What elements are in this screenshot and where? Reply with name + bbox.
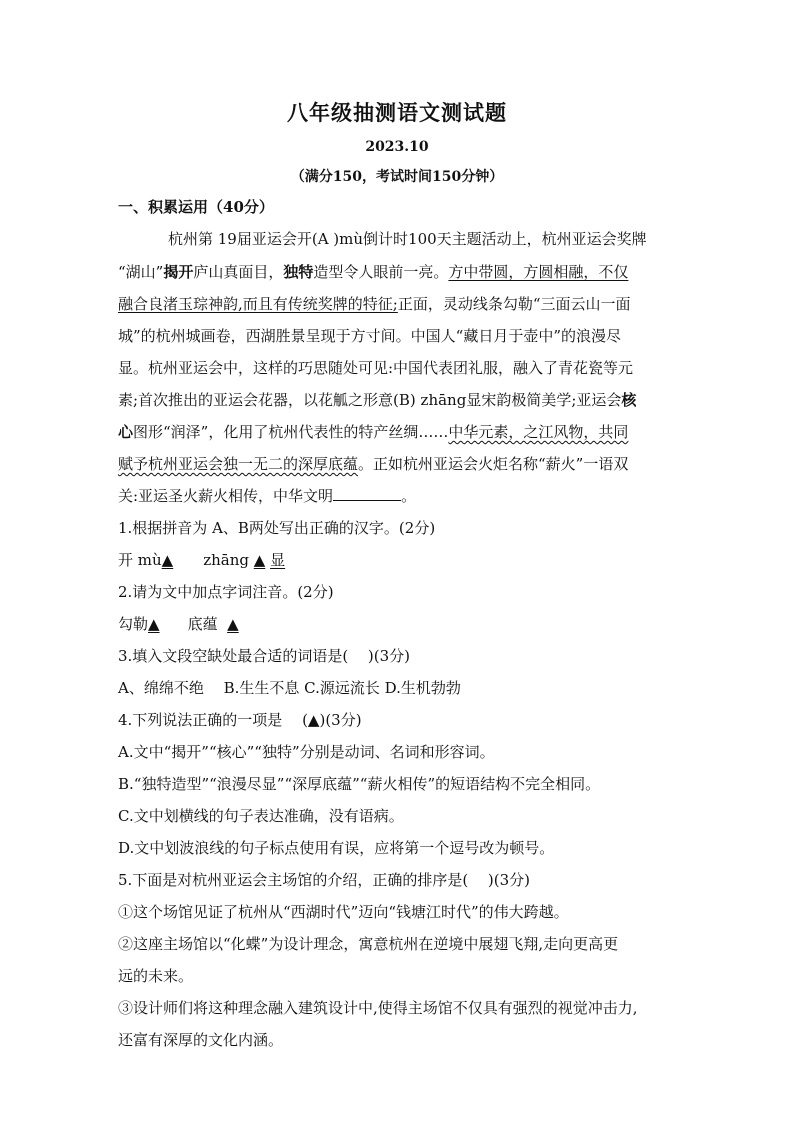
exam-date: 2023.10	[365, 139, 429, 155]
answer-slot[interactable]: ▲	[148, 615, 160, 633]
question-4: 4.下列说法正确的一项是 (▲)(3分)	[118, 711, 362, 729]
question-2: 2.请为文中加点字词注音。(2分)	[118, 583, 334, 601]
dotted-word-jiekai: 揭开	[163, 263, 194, 281]
answer-label: 底蕴	[187, 615, 218, 633]
question-5-item-1: ①这个场馆见证了杭州从“西湖时代”迈向“钱塘江时代”的伟大跨越。	[118, 903, 569, 921]
underlined-sentence: 方中带圆，方圆相融，不仅	[448, 263, 629, 281]
answer-slot[interactable]: ▲	[161, 551, 174, 569]
passage-text: 造型令人眼前一亮。	[313, 263, 449, 281]
question-4-option-b: B.“独特造型”“浪漫尽显”“深厚底蕴”“薪火相传”的短语结构不完全相同。	[118, 775, 601, 793]
section-heading: 一、积累运用（40分）	[118, 198, 274, 216]
question-5-item-3: ③设计师们将这种理念融入建筑设计中,使得主场馆不仅具有强烈的视觉冲击力,	[118, 999, 638, 1017]
passage-text: 。正如杭州亚运会火炬名称“薪火”一语双	[358, 455, 629, 473]
passage-text: “湖山”	[118, 263, 164, 281]
answer-label: 显	[270, 551, 286, 569]
passage-text: 关:亚运圣火薪火相传，中华文明	[118, 487, 334, 505]
passage-text: 正面，灵动线条勾勒“三面云山一面	[397, 295, 631, 313]
dotted-word-dute: 独特	[283, 263, 314, 281]
question-1-answers	[118, 550, 285, 570]
question-4-option-d: D.文中划波浪线的句子标点使用有误，应将第一个逗号改为顿号。	[118, 839, 555, 857]
answer-blank[interactable]	[333, 486, 401, 501]
passage-line-7	[118, 422, 628, 442]
passage-text: 素;首次推出的亚运会花器，以花觚之形意(B) zhāng显宋韵极简美学;亚运会	[118, 391, 622, 409]
answer-slot[interactable]: ▲	[227, 615, 239, 633]
passage-text: 庐山真面目，	[193, 263, 284, 281]
answer-slot[interactable]: ▲	[253, 551, 266, 569]
wavy-underlined-sentence: 中华元素，之江风物，共同	[448, 423, 629, 441]
question-5-item-3-cont: 还富有深厚的文化内涵。	[118, 1031, 284, 1049]
answer-label: 开 mù	[118, 551, 162, 569]
passage-line-3	[118, 294, 631, 314]
question-5-item-2: ②这座主场馆以“化蝶”为设计理念，寓意杭州在逆境中展翅飞翔,走向更高更	[118, 935, 619, 953]
question-4-option-a: A.文中“揭开”“核心”“独特”分别是动词、名词和形容词。	[118, 743, 495, 761]
passage-line-6	[118, 390, 636, 410]
passage-line-9	[118, 486, 416, 506]
question-5: 5.下面是对杭州亚运会主场馆的介绍，正确的排序是( )(3分)	[118, 871, 531, 889]
question-1: 1.根据拼音为 A、B两处写出正确的汉字。(2分)	[118, 519, 436, 537]
question-3-options: A、绵绵不绝 B.生生不息 C.源远流长 D.生机勃勃	[118, 679, 461, 697]
passage-line-1: 杭州第 19届亚运会开(A )mù倒计时100天主题活动上，杭州亚运会奖牌	[168, 230, 647, 248]
dotted-word-hexin: 心	[118, 423, 134, 441]
question-2-answers	[118, 614, 239, 634]
exam-note: （满分150，考试时间150分钟）	[290, 169, 504, 185]
passage-line-5: 显。杭州亚运会中，这样的巧思随处可见:中国代表团礼服，融入了青花瓷等元	[118, 359, 634, 377]
question-4-option-c: C.文中划横线的句子表达准确，没有语病。	[118, 807, 404, 825]
dotted-word-hexin: 核	[621, 391, 637, 409]
underlined-sentence: 融合良渚玉琮神韵,而且有传统奖牌的特征;	[118, 295, 398, 313]
passage-line-4: 城”的杭州城画卷，西湖胜景呈现于方寸间。中国人“藏日月于壶中”的浪漫尽	[118, 327, 622, 345]
answer-label: 勾勒	[118, 615, 149, 633]
exam-title: 八年级抽测语文测试题	[287, 100, 507, 125]
passage-line-2	[118, 262, 628, 282]
wavy-underlined-sentence: 赋予杭州亚运会独一无二的深厚底蕴	[118, 455, 359, 473]
answer-label: zhāng	[203, 551, 249, 569]
passage-line-8	[118, 454, 628, 474]
question-5-item-2-cont: 远的未来。	[118, 967, 194, 985]
question-3: 3.填入文段空缺处最合适的词语是( )(3分)	[118, 647, 411, 665]
passage-text: 图形“润泽”，化用了杭州代表性的特产丝绸……	[133, 423, 449, 441]
passage-text: 。	[401, 487, 417, 505]
